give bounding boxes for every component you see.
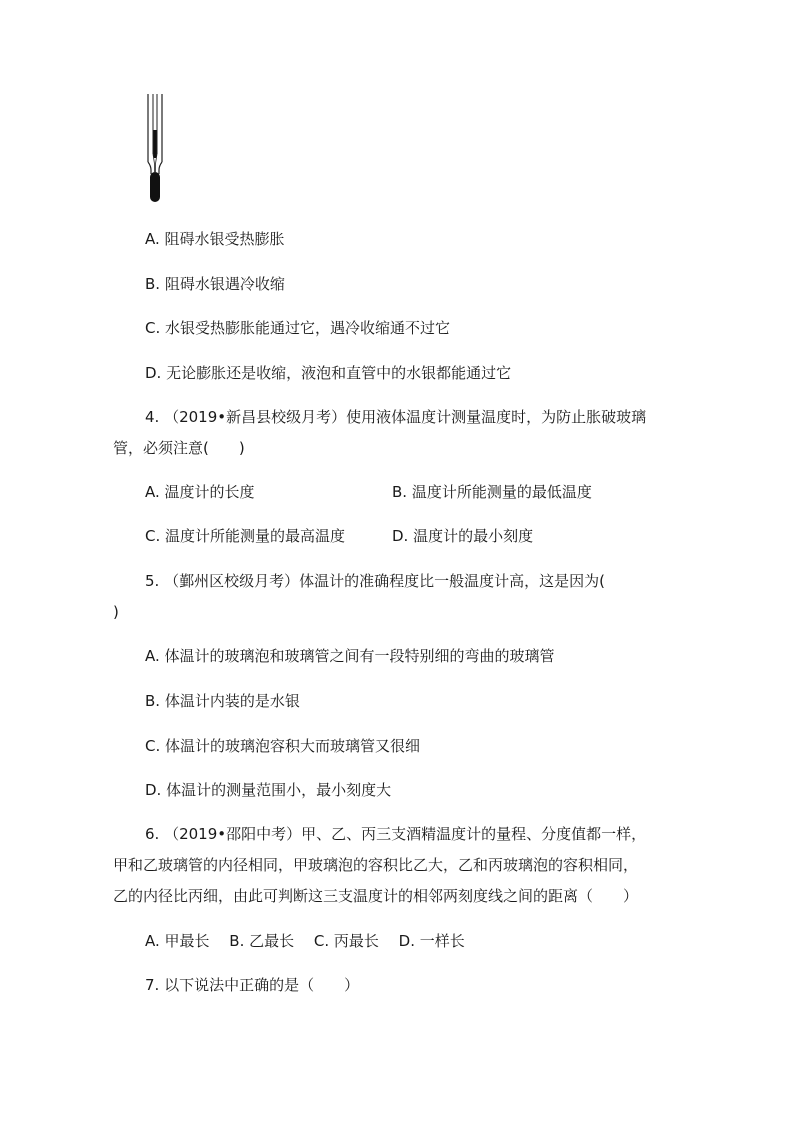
q3-option-d: D. 无论膨胀还是收缩，液泡和直管中的水银都能通过它 — [145, 364, 512, 382]
q6-options: A. 甲最长 B. 乙最长 C. 丙最长 D. 一样长 — [145, 932, 465, 950]
q4-option-d: D. 温度计的最小刻度 — [392, 527, 534, 545]
q4-option-c: C. 温度计所能测量的最高温度 — [145, 527, 346, 545]
q6-stem-line2: 甲和乙玻璃管的内径相同，甲玻璃泡的容积比乙大，乙和丙玻璃泡的容积相同， — [113, 856, 639, 874]
q4-stem-line2: 管，必须注意( ) — [113, 439, 245, 457]
q5-stem-line1: 5. （鄞州区校级月考）体温计的准确程度比一般温度计高，这是因为( — [145, 572, 605, 590]
q3-option-c: C. 水银受热膨胀能通过它，遇冷收缩通不过它 — [145, 319, 451, 337]
q5-stem-line2: ) — [113, 603, 119, 621]
q5-option-a: A. 体温计的玻璃泡和玻璃管之间有一段特别细的弯曲的玻璃管 — [145, 647, 555, 665]
q4-option-b: B. 温度计所能测量的最低温度 — [392, 483, 592, 501]
q4-stem-line1: 4. （2019•新昌县校级月考）使用液体温度计测量温度时，为防止胀破玻璃 — [145, 408, 647, 426]
q3-option-a: A. 阻碍水银受热膨胀 — [145, 230, 285, 248]
q7-stem-line1: 7. 以下说法中正确的是（ ） — [145, 976, 360, 994]
q6-stem-line1: 6. （2019•邵阳中考）甲、乙、丙三支酒精温度计的量程、分度值都一样， — [145, 825, 647, 843]
q6-stem-line3: 乙的内径比丙细，由此可判断这三支温度计的相邻两刻度线之间的距离（ ） — [113, 887, 639, 905]
q5-option-c: C. 体温计的玻璃泡容积大而玻璃管又很细 — [145, 737, 421, 755]
q4-option-a: A. 温度计的长度 — [145, 483, 255, 501]
thermometer-figure — [138, 92, 172, 204]
q5-option-b: B. 体温计内装的是水银 — [145, 692, 300, 710]
q5-option-d: D. 体温计的测量范围小，最小刻度大 — [145, 781, 392, 799]
q3-option-b: B. 阻碍水银遇冷收缩 — [145, 275, 285, 293]
